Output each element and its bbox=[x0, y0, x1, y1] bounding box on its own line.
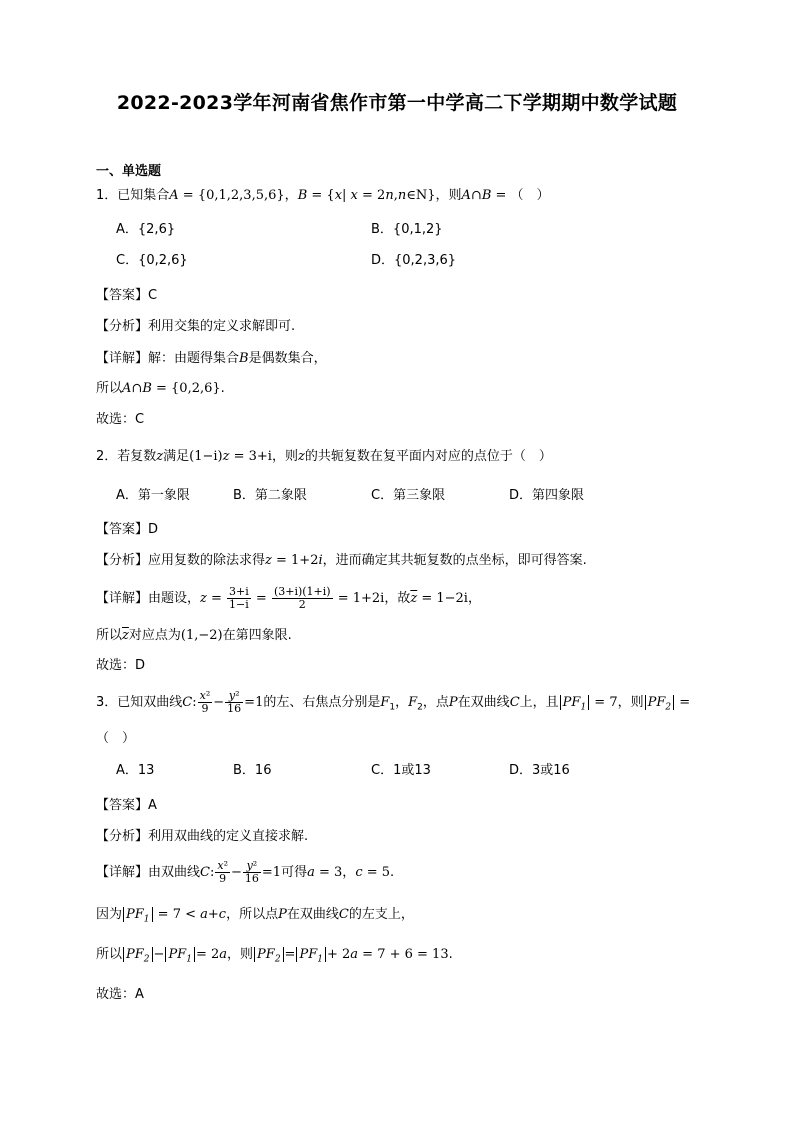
q1-option-b: B．{0,1,2} bbox=[371, 222, 443, 237]
q1-detail2: 所以A∩B = {0,2,6}. bbox=[96, 381, 225, 396]
q3-stem: 3．已知双曲线C: $\frac{\text{x²}}{9}$ − $\frac{\text{y²}}{16}$ =1的左、右焦点分别是$F_1$，$F_2$，点P在双曲线C上，且 $PF_1 = 7$，则 $PF_2$ = bbox=[96, 689, 691, 715]
q1-choice: 故选：C bbox=[96, 412, 145, 427]
q3-analysis: 【分析】利用双曲线的定义直接求解. bbox=[96, 829, 309, 844]
q1-analysis: 【分析】利用交集的定义求解即可. bbox=[96, 319, 296, 334]
q2-analysis: 【分析】应用复数的除法求得z = 1+2i，进而确定其共轭复数的点坐标，即可得答案. bbox=[96, 553, 587, 568]
q1-option-a: A．{2,6} bbox=[116, 222, 176, 237]
q1-stem: 1．已知集合A = {0,1,2,3,5,6}，B = {x| x = 2n,n∈N}，则A∩B = （ ） bbox=[96, 188, 550, 203]
q2-option-a: A．第一象限 bbox=[116, 488, 190, 503]
q2-answer: 【答案】D bbox=[96, 522, 159, 537]
q2-option-c: C．第三象限 bbox=[371, 488, 446, 503]
q3-stem-line2: （ ） bbox=[96, 731, 136, 746]
q3-detail2: 因为 $PF_1 = 7 < a+c$，所以点P在双曲线C的左支上， bbox=[96, 907, 414, 925]
q3-option-a: A．13 bbox=[116, 763, 155, 778]
q3-detail3: 所以 $PF_2 - PF_1 = 2a$，则 $PF_2 = PF_1 + 2a = 7 + 6 = 13$. bbox=[96, 947, 453, 965]
q3-option-d: D．3或16 bbox=[509, 763, 570, 778]
q2-option-d: D．第四象限 bbox=[509, 488, 585, 503]
q3-option-c: C．1或13 bbox=[371, 763, 431, 778]
page-title: 2022-2023学年河南省焦作市第一中学高二下学期期中数学试题 bbox=[116, 92, 678, 114]
q3-detail: 【详解】由双曲线C: $\frac{\text{x²}}{9}$ − $\frac{\text{y²}}{16}$ =1可得a = 3，c = 5. bbox=[96, 859, 395, 885]
q2-choice: 故选：D bbox=[96, 658, 146, 673]
q3-choice: 故选：A bbox=[96, 987, 144, 1002]
q2-option-b: B．第二象限 bbox=[233, 488, 307, 503]
q3-option-b: B．16 bbox=[233, 763, 272, 778]
q1-detail: 【详解】解：由题得集合B是偶数集合， bbox=[96, 351, 327, 366]
q1-option-c: C．{0,2,6} bbox=[116, 253, 188, 268]
q2-detail: 【详解】由题设，z = $\frac{3+i}{1-i}$ = $\frac{(3+i)(1+i)}{2}$ = 1+2i，故$\overline{z} = 1-2i$， bbox=[96, 585, 481, 611]
q1-answer: 【答案】C bbox=[96, 288, 158, 303]
q2-stem: 2．若复数z满足(1−i)z = 3+i，则z的共轭复数在复平面内对应的点位于（ ） bbox=[96, 449, 552, 464]
q3-answer: 【答案】A bbox=[96, 798, 157, 813]
section-heading: 一、单选题 bbox=[96, 164, 162, 179]
q2-detail2: 所以$\overline{z}$对应点为(1,−2)在第四象限. bbox=[96, 628, 292, 643]
q1-option-d: D．{0,2,3,6} bbox=[371, 253, 457, 268]
